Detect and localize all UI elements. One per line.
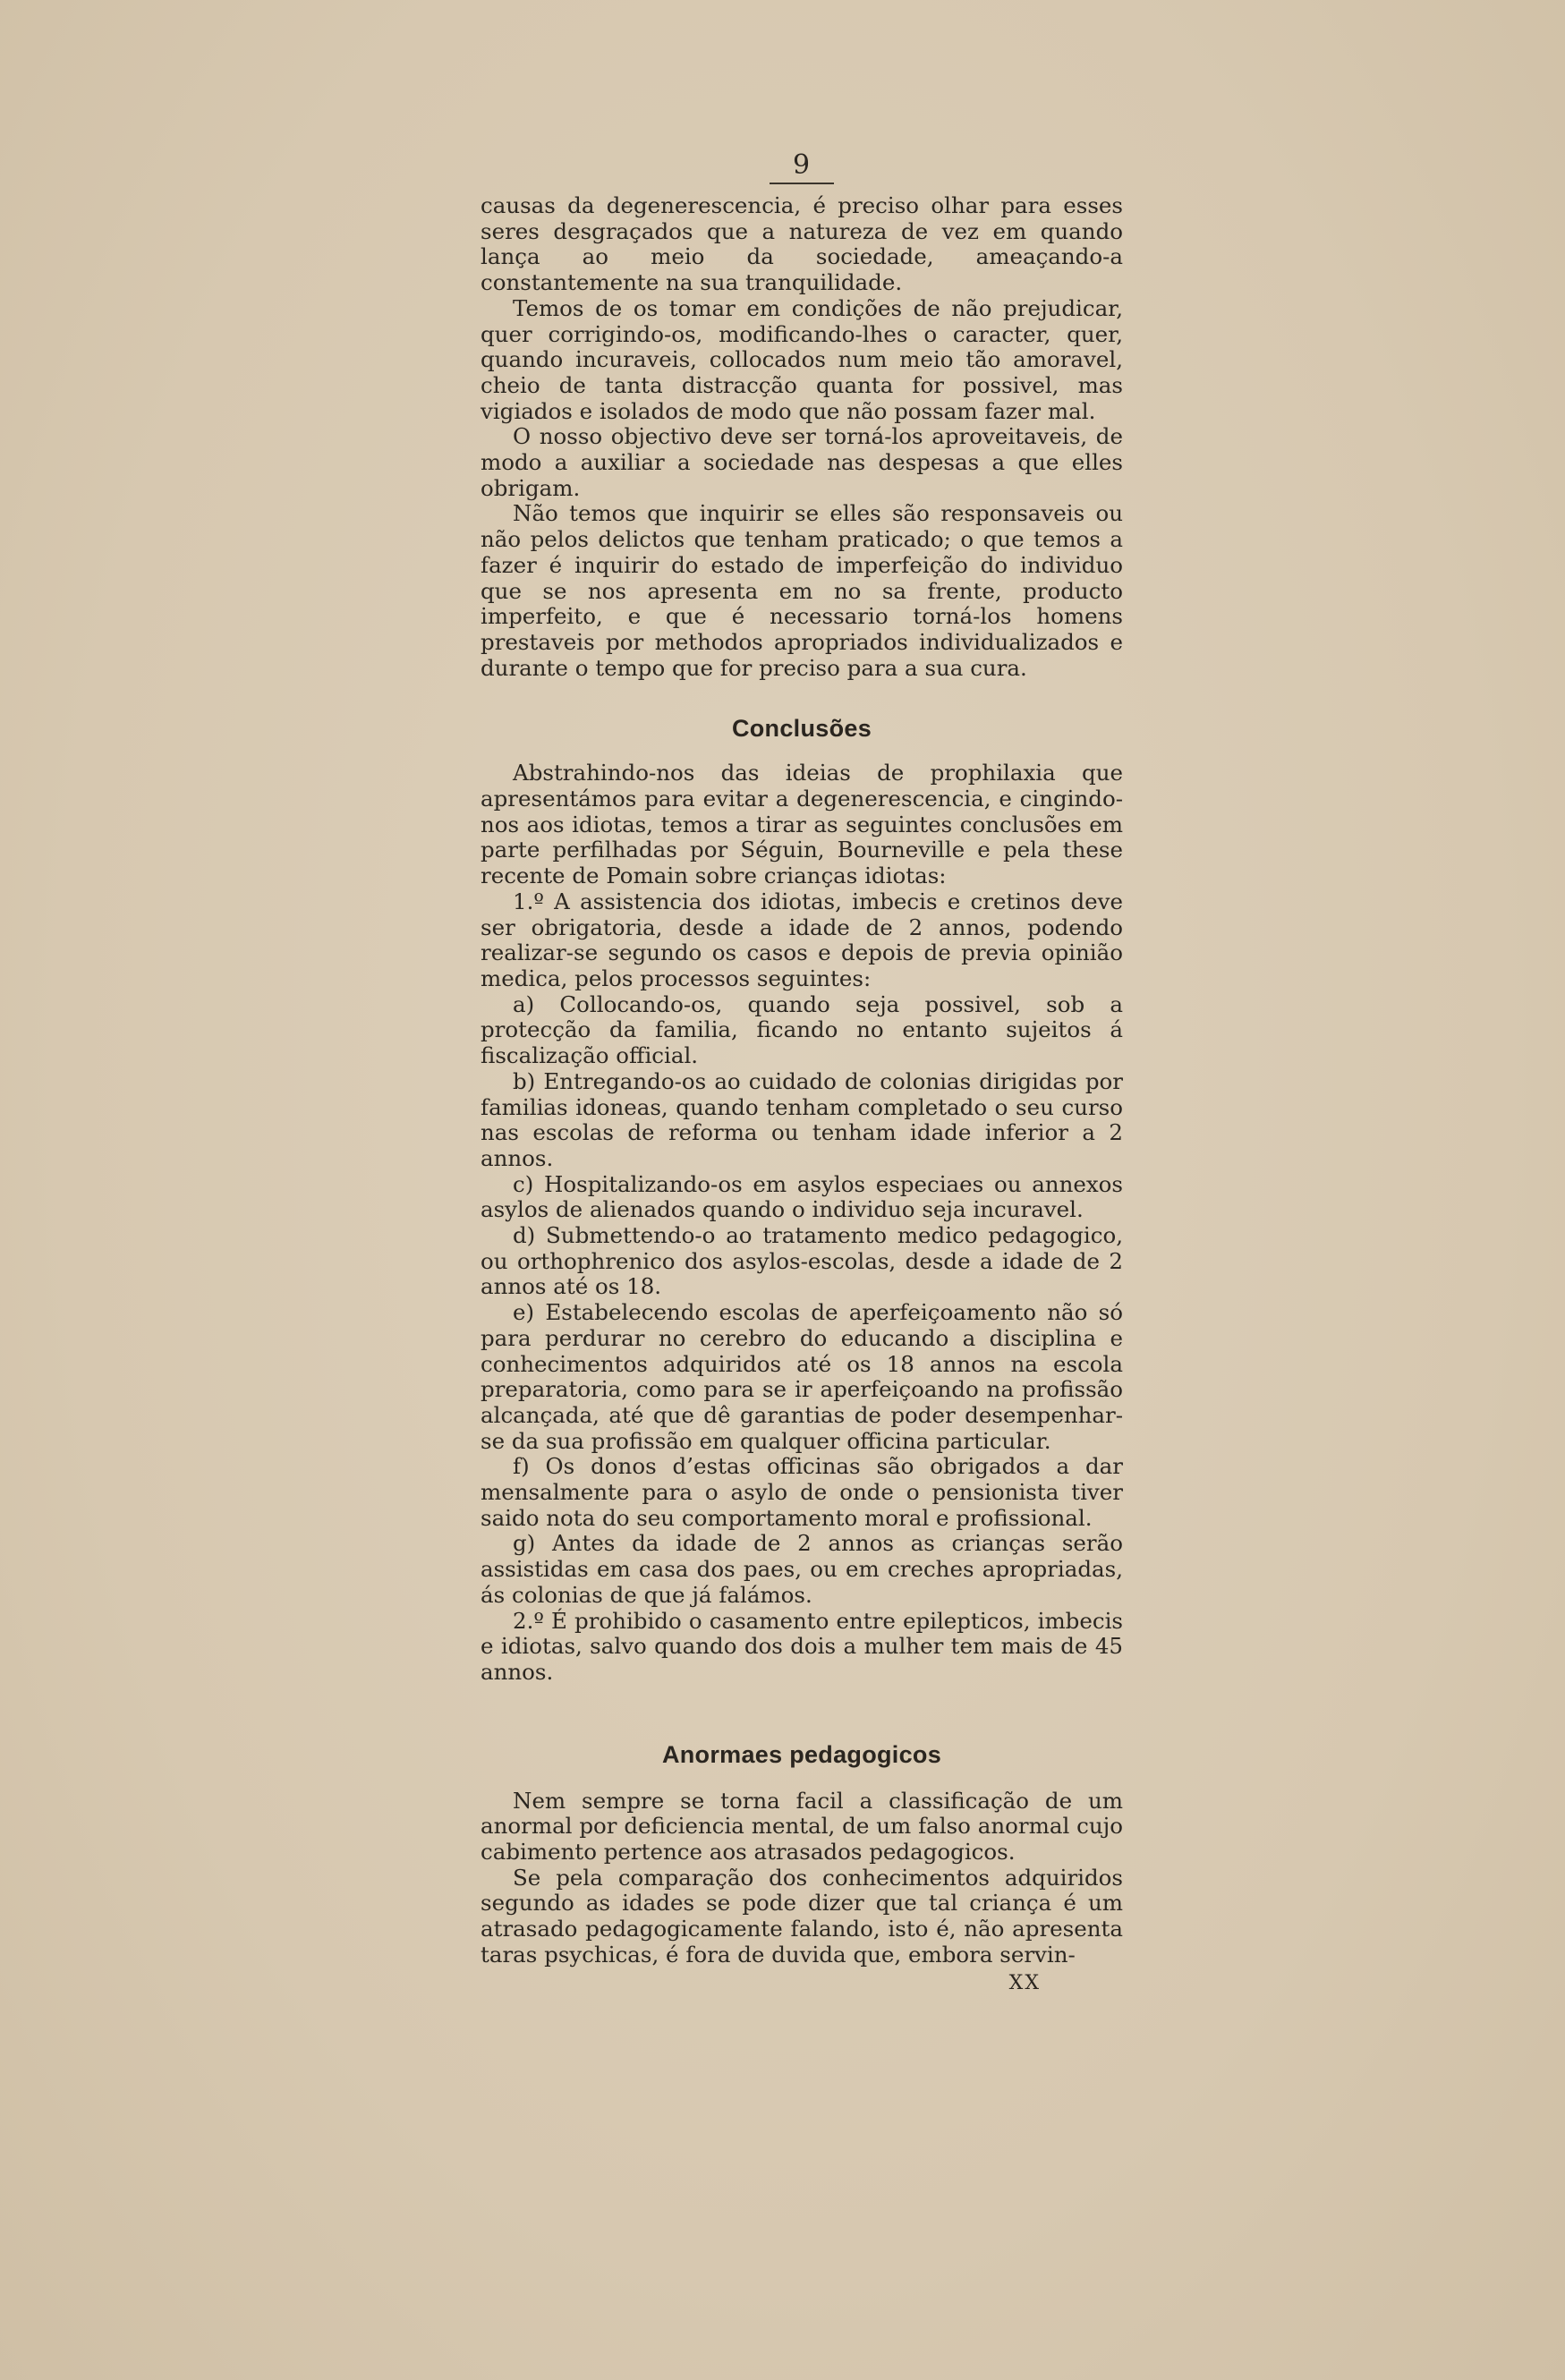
paragraph: f) Os donos d’estas officinas são obrigados a dar mensalmente para o asylo de onde o pensionista tiver saido nota do seu comportamento moral e profissional.	[481, 1453, 1123, 1531]
paragraph: 1.º A assistencia dos idiotas, imbecis e cretinos deve ser obrigatoria, desde a idade de 2 annos, podendo realizar-se segundo os casos e depois de previa opinião medica, pelos processos seguintes:	[481, 888, 1123, 991]
paragraph: Abstrahindo-nos das ideias de prophilaxia que apresentámos para evitar a degenerescencia, e cingindo-nos aos idiotas, temos a tirar as seguintes conclusões em parte perfilhadas por Séguin, Bourneville e pela these recente de Pomain sobre crianças idiotas:	[481, 760, 1123, 889]
paragraph: b) Entregando-os ao cuidado de colonias dirigidas por familias idoneas, quando tenham completado o seu curso nas escolas de reforma ou tenham idade inferior a 2 annos.	[481, 1067, 1123, 1171]
section-heading-anormaes: Anormaes pedagogicos	[661, 1740, 942, 1768]
paragraph: Nem sempre se torna facil a classificação de um anormal por deficiencia mental, de um falso anormal cujo cabimento pertence aos atrasados pedagogicos.	[481, 1787, 1123, 1866]
intro-section	[481, 193, 1123, 681]
paragraph: e) Estabelecendo escolas de aperfeiçoamento não só para perdurar no cerebro do educando a disciplina e conhecimentos adquiridos até os 18 annos na escola preparatoria, como para se ir aperfeiçoando na profissão alcançada, até que dê garantias de poder desempenhar-se da sua profissão em qualquer officina particular.	[481, 1299, 1123, 1454]
paragraph: Se pela comparação dos conhecimentos adquiridos segundo as idades se pode dizer que tal criança é um atrasado pedagogicamente falando, isto é, não apresenta taras psychicas, é fora de duvida que, embora servin-	[481, 1864, 1123, 1968]
paragraph: g) Antes da idade de 2 annos as crianças serão assistidas em casa dos paes, ou em creches apropriadas, ás colonias de que já falámos.	[481, 1530, 1123, 1608]
anormaes-section	[481, 1789, 1123, 1968]
paragraph: causas da degenerescencia, é preciso olhar para esses seres desgraçados que a natureza de vez em quando lança ao meio da sociedade, ameaçando-a constantemente na sua tranquilidade.	[481, 192, 1123, 296]
paragraph: d) Submettendo-o ao tratamento medico pedagogico, ou orthophrenico dos asylos-escolas, desde a idade de 2 annos até os 18.	[481, 1222, 1123, 1300]
paragraph: c) Hospitalizando-os em asylos especiaes ou annexos asylos de alienados quando o individuo seja incuravel.	[481, 1170, 1123, 1223]
text-column	[481, 149, 1123, 1994]
conclusions-section	[481, 761, 1123, 1685]
paragraph: Não temos que inquirir se elles são responsaveis ou não pelos delictos que tenham praticado; o que temos a fazer é inquirir do estado de imperfeição do individuo que se nos apresenta em no sa frente, producto imperfeito, e que é necessario torná-los homens prestaveis por methodos apropriados individualizados e durante o tempo que for preciso para a sua cura.	[481, 500, 1123, 681]
paragraph: 2.º É prohibido o casamento entre epilepticos, imbecis e idiotas, salvo quando dos dois a mulher tem mais de 45 annos.	[481, 1607, 1123, 1685]
paragraph: Temos de os tomar em condições de não prejudicar, quer corrigindo-os, modificando-lhes o caracter, quer, quando incuraveis, collocados num meio tão amoravel, cheio de tanta distracção quanta for possivel, mas vigiados e isolados de modo que não possam fazer mal.	[481, 294, 1123, 424]
paragraph: O nosso objectivo deve ser torná-los aproveitaveis, de modo a auxiliar a sociedade nas despesas a que elles obrigam.	[481, 423, 1123, 501]
signature-mark: XX	[1008, 1971, 1041, 1994]
page-number: 9	[792, 149, 812, 181]
page-number-rule	[770, 183, 834, 184]
paragraph: a) Collocando-os, quando seja possivel, sob a protecção da familia, ficando no entanto sujeitos á fiscalização official.	[481, 990, 1123, 1069]
section-heading-conclusoes: Conclusões	[731, 715, 872, 743]
